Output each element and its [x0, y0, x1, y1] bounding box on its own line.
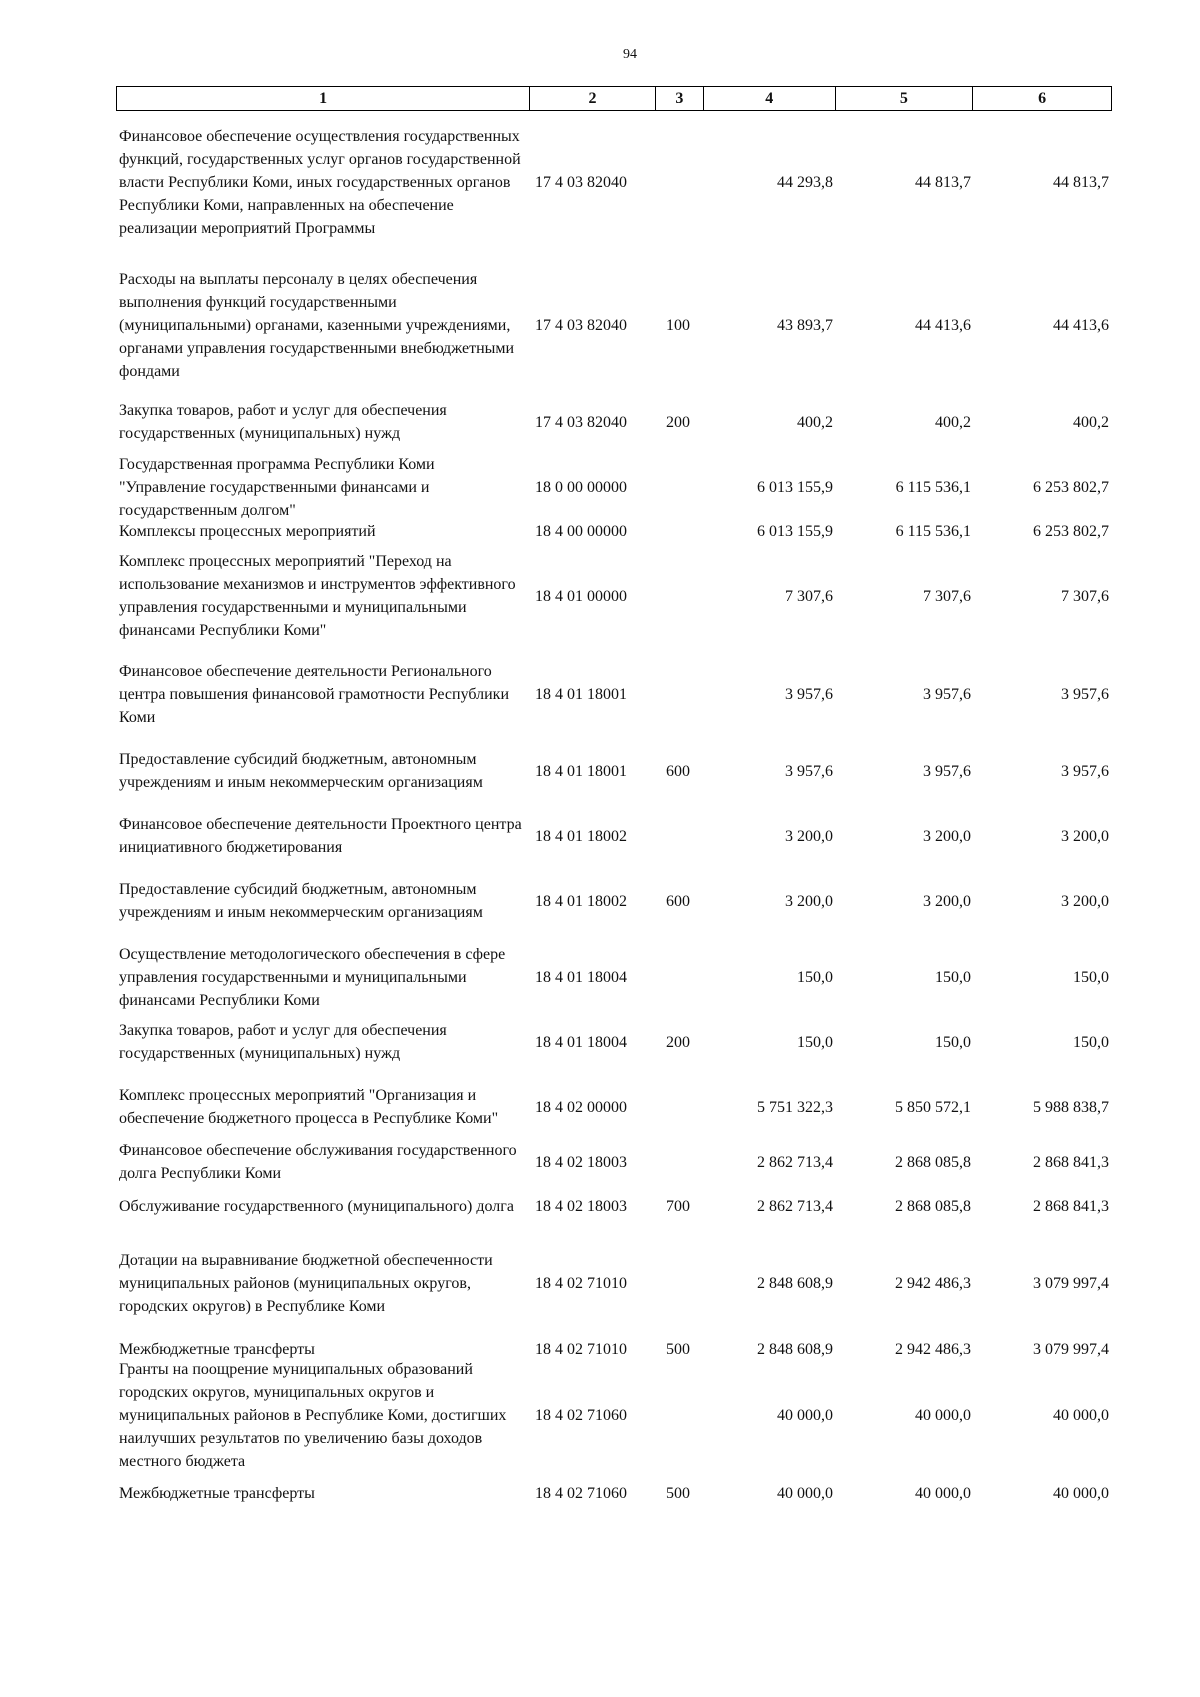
row-type-cell: 700: [666, 1197, 690, 1215]
row-value-col-4: 40 000,0: [777, 1406, 833, 1424]
header-col-6: 6: [1038, 90, 1047, 107]
row-value-col-5: 6 115 536,1: [895, 522, 971, 540]
table-row: [116, 1140, 1112, 1184]
row-value-col-4: 2 862 713,4: [757, 1197, 833, 1215]
row-type-cell: 600: [666, 762, 690, 780]
row-value-col-4: 43 893,7: [777, 316, 833, 334]
row-value-col-5: 3 957,6: [923, 685, 971, 703]
row-code-cell: 18 4 02 71060: [535, 1484, 627, 1502]
row-value-col-5: 5 850 572,1: [895, 1098, 971, 1116]
row-value-col-5: 3 957,6: [923, 762, 971, 780]
row-type-cell: 500: [666, 1340, 690, 1358]
row-value-col-5: 7 307,6: [923, 587, 971, 605]
row-value-col-5: 3 200,0: [923, 827, 971, 845]
row-value-col-4: 3 957,6: [785, 762, 833, 780]
row-type-cell: [656, 1228, 704, 1338]
row-name-cell: Государственная программа Республики Коми "Управление государственными финансами и государственным долгом": [119, 455, 435, 519]
row-name-cell: Предоставление субсидий бюджетным, автономным учреждениям и иным некоммерческим организациям: [119, 881, 483, 921]
row-name-cell: Межбюджетные трансферты: [119, 1484, 315, 1502]
row-code-cell: 18 4 00 00000: [535, 522, 627, 540]
budget-table: [116, 86, 1112, 1502]
row-code-cell: 17 4 03 82040: [535, 174, 627, 191]
table-row: [116, 117, 1112, 248]
row-name-cell: Комплекс процессных мероприятий "Переход на использование механизмов и инструментов эффективного управления государственными и муниципальными финансами Республики Коми": [119, 553, 516, 639]
row-code-cell: 18 4 01 18002: [535, 827, 627, 845]
row-value-col-6: 3 957,6: [1061, 685, 1109, 703]
row-value-col-5: 6 115 536,1: [895, 478, 971, 496]
row-value-col-6: 150,0: [1073, 968, 1109, 986]
row-value-col-5: 2 942 486,3: [895, 1340, 971, 1358]
row-value-col-6: 5 988 838,7: [1033, 1098, 1109, 1116]
row-value-col-6: 150,0: [1073, 1033, 1109, 1051]
row-value-col-4: 6 013 155,9: [757, 478, 833, 496]
row-type-cell: 600: [666, 892, 690, 910]
row-value-col-5: 150,0: [935, 968, 971, 986]
row-value-col-4: 3 200,0: [785, 827, 833, 845]
table-header: [116, 86, 1112, 111]
row-value-col-4: 2 848 608,9: [757, 1340, 833, 1358]
row-value-col-4: 6 013 155,9: [757, 522, 833, 540]
table-row: [116, 1184, 1112, 1228]
row-type-cell: 500: [666, 1484, 690, 1502]
table-row: [116, 1020, 1112, 1064]
row-value-col-4: 150,0: [797, 1033, 833, 1051]
row-code-cell: 18 4 01 18001: [535, 762, 627, 780]
header-col-5: 5: [836, 87, 974, 110]
row-name-cell: Комплекс процессных мероприятий "Организация и обеспечение бюджетного процесса в Республике Коми": [119, 1087, 499, 1127]
row-value-col-5: 2 868 085,8: [895, 1153, 971, 1171]
table-row: [116, 1360, 1112, 1470]
row-value-col-6: 2 868 841,3: [1033, 1197, 1109, 1215]
row-code-cell: 18 0 00 00000: [535, 478, 627, 496]
row-value-col-6: 3 079 997,4: [1033, 1340, 1109, 1358]
row-name-cell: Финансовое обеспечение обслуживания государственного долга Республики Коми: [119, 1142, 517, 1182]
row-value-col-4: 3 200,0: [785, 892, 833, 910]
row-value-col-6: 6 253 802,7: [1033, 478, 1109, 496]
row-type-cell: [656, 520, 704, 542]
table-row: [116, 552, 1112, 640]
row-type-cell: 100: [666, 316, 690, 334]
row-code-cell: 18 4 01 18002: [535, 892, 627, 910]
row-code-cell: 18 4 02 71060: [535, 1406, 627, 1424]
row-value-col-6: 6 253 802,7: [1033, 522, 1109, 540]
table-row: [116, 650, 1112, 738]
row-type-cell: [656, 1074, 704, 1140]
row-name-cell: Дотации на выравнивание бюджетной обеспеченности муниципальных районов (муниципальных округов, городских округов) в Республике Коми: [119, 1251, 493, 1315]
row-code-cell: 18 4 02 71010: [535, 1274, 627, 1292]
row-code-cell: 17 4 03 82040: [535, 413, 627, 431]
table-row: [116, 1228, 1112, 1338]
row-value-col-6: 3 200,0: [1061, 892, 1109, 910]
row-code-cell: 17 4 03 82040: [535, 316, 627, 334]
row-type-cell: [656, 117, 704, 248]
row-code-cell: 18 4 02 00000: [535, 1098, 627, 1116]
row-value-col-6: 40 000,0: [1053, 1406, 1109, 1424]
row-name-cell: Межбюджетные трансферты: [119, 1340, 315, 1358]
table-row: [116, 868, 1112, 934]
row-value-col-5: 44 413,6: [915, 316, 971, 334]
row-name-cell: Расходы на выплаты персоналу в целях обеспечения выполнения функций государственными (муниципальными) органами, казенными учреждениями, органами управления государственными внебюджетными фондами: [119, 270, 515, 380]
row-type-cell: [656, 1360, 704, 1470]
row-value-col-4: 44 293,8: [777, 174, 833, 191]
row-type-cell: [656, 814, 704, 858]
row-name-cell: Предоставление субсидий бюджетным, автономным учреждениям и иным некоммерческим организациям: [119, 751, 483, 791]
row-value-col-6: 44 813,7: [1053, 174, 1109, 191]
row-value-col-5: 40 000,0: [915, 1484, 971, 1502]
header-col-4: 4: [704, 87, 836, 110]
row-value-col-5: 2 942 486,3: [895, 1274, 971, 1292]
row-code-cell: 18 4 02 18003: [535, 1197, 627, 1215]
table-row: [116, 270, 1112, 380]
row-name-cell: Финансовое обеспечение деятельности Регионального центра повышения финансовой грамотности Республики Коми: [119, 662, 510, 726]
table-row: [116, 520, 1112, 542]
row-value-col-4: 5 751 322,3: [757, 1098, 833, 1116]
table-row: [116, 1482, 1112, 1504]
table-row: [116, 1074, 1112, 1140]
row-value-col-6: 7 307,6: [1061, 587, 1109, 605]
table-row: [116, 454, 1112, 520]
row-value-col-5: 3 200,0: [923, 892, 971, 910]
row-name-cell: Комплексы процессных мероприятий: [119, 522, 376, 540]
row-code-cell: 18 4 01 18004: [535, 968, 627, 986]
row-code-cell: 18 4 02 71010: [535, 1340, 627, 1358]
row-value-col-4: 150,0: [797, 968, 833, 986]
row-value-col-6: 40 000,0: [1053, 1484, 1109, 1502]
row-name-cell: Финансовое обеспечение осуществления государственных функций, государственных услуг органов государственной власти Республики Коми, иных государственных органов Республики Коми, направленных на обеспечение реализации мероприятий Программы: [119, 128, 521, 237]
row-name-cell: Осуществление методологического обеспечения в сфере управления государственными и муниципальными финансами Республики Коми: [119, 945, 506, 1009]
row-type-cell: 200: [666, 413, 690, 431]
row-value-col-6: 3 079 997,4: [1033, 1274, 1109, 1292]
row-type-cell: 200: [666, 1033, 690, 1051]
header-col-1: 1: [117, 87, 530, 110]
page-number: 94: [623, 47, 637, 62]
row-code-cell: 18 4 01 18004: [535, 1033, 627, 1051]
row-value-col-6: 2 868 841,3: [1033, 1153, 1109, 1171]
row-value-col-5: 44 813,7: [915, 174, 971, 191]
row-value-col-5: 2 868 085,8: [895, 1197, 971, 1215]
header-col-2: 2: [530, 87, 656, 110]
row-value-col-6: 400,2: [1073, 413, 1109, 431]
row-value-col-4: 40 000,0: [777, 1484, 833, 1502]
row-value-col-5: 400,2: [935, 413, 971, 431]
row-value-col-6: 44 413,6: [1053, 316, 1109, 334]
row-value-col-5: 40 000,0: [915, 1406, 971, 1424]
row-value-col-4: 400,2: [797, 413, 833, 431]
row-name-cell: Обслуживание государственного (муниципального) долга: [119, 1197, 514, 1215]
row-name-cell: Финансовое обеспечение деятельности Проектного центра инициативного бюджетирования: [119, 816, 522, 856]
table-row: [116, 944, 1112, 1010]
row-type-cell: [656, 1140, 704, 1184]
row-value-col-4: 2 862 713,4: [757, 1153, 833, 1171]
row-value-col-6: 3 200,0: [1061, 827, 1109, 845]
row-type-cell: [656, 650, 704, 738]
row-name-cell: Закупка товаров, работ и услуг для обеспечения государственных (муниципальных) нужд: [119, 402, 447, 442]
row-type-cell: [656, 454, 704, 520]
row-name-cell: Гранты на поощрение муниципальных образований городских округов, муниципальных округов и муниципальных районов в Республике Коми, достигших наилучших результатов по увеличению базы доходов местного бюджета: [119, 1360, 507, 1470]
table-row: [116, 814, 1112, 858]
row-value-col-4: 7 307,6: [785, 587, 833, 605]
table-row: [116, 400, 1112, 444]
row-value-col-6: 3 957,6: [1061, 762, 1109, 780]
row-type-cell: [656, 944, 704, 1010]
table-row: [116, 738, 1112, 804]
header-col-3: 3: [656, 87, 704, 110]
row-code-cell: 18 4 01 18001: [535, 685, 627, 703]
row-value-col-4: 3 957,6: [785, 685, 833, 703]
row-value-col-4: 2 848 608,9: [757, 1274, 833, 1292]
row-type-cell: [656, 552, 704, 640]
row-code-cell: 18 4 01 00000: [535, 587, 627, 605]
row-name-cell: Закупка товаров, работ и услуг для обеспечения государственных (муниципальных) нужд: [119, 1022, 447, 1062]
row-code-cell: 18 4 02 18003: [535, 1153, 627, 1171]
row-value-col-5: 150,0: [935, 1033, 971, 1051]
